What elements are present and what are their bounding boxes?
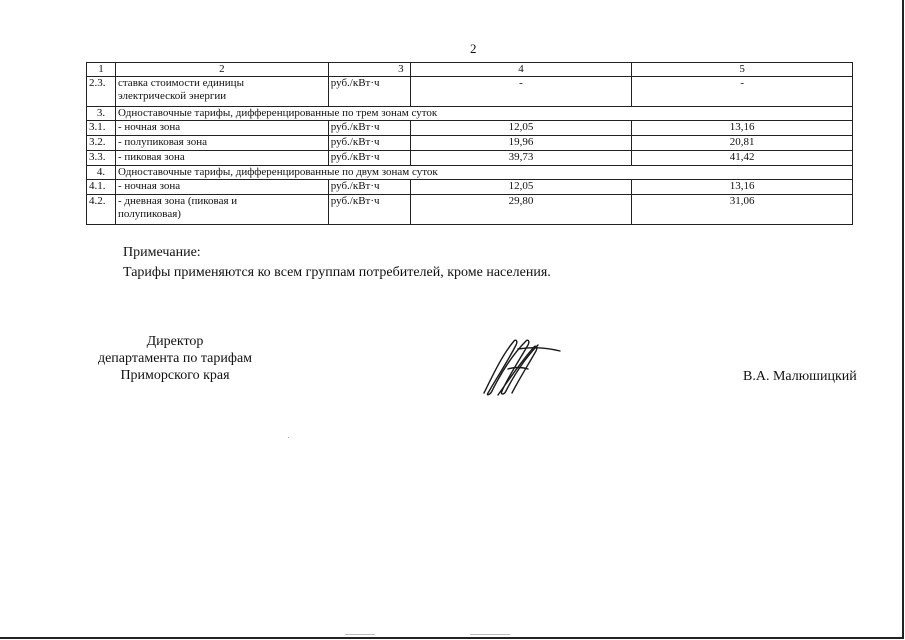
row-value-col5: 13,16 <box>632 180 853 195</box>
column-header: 1 <box>87 63 116 77</box>
column-header: 5 <box>632 63 853 77</box>
row-name-line: - дневная зона (пиковая и <box>117 195 238 207</box>
row-name <box>115 77 328 107</box>
position-line: Директор <box>146 334 204 349</box>
note-text: Тарифы применяются ко всем группам потребителей, кроме населения. <box>123 265 551 280</box>
row-value-col4: 19,96 <box>410 136 632 151</box>
row-number: 3.2. <box>87 136 116 151</box>
row-number: 2.3. <box>87 77 116 107</box>
row-number: 3.1. <box>87 121 116 136</box>
row-unit: руб./кВт·ч <box>328 151 410 166</box>
row-value-col4: 12,05 <box>410 180 632 195</box>
position-line: департамента по тарифам <box>97 351 253 366</box>
table-row <box>87 121 853 136</box>
scan-artifact <box>470 634 510 635</box>
table-row <box>87 180 853 195</box>
row-name-line: электрической энергии <box>117 90 227 102</box>
table-row <box>87 195 853 225</box>
row-value-col4: 39,73 <box>410 151 632 166</box>
scan-artifact <box>345 634 375 635</box>
position-line: Приморского края <box>120 368 230 383</box>
row-name-line: ставка стоимости единицы <box>117 77 244 89</box>
signatory-name: В.А. Малюшицкий <box>743 369 857 384</box>
signatory-position <box>80 333 270 384</box>
row-unit: руб./кВт·ч <box>328 77 410 107</box>
row-unit: руб./кВт·ч <box>328 136 410 151</box>
row-name: - ночная зона <box>115 180 328 195</box>
row-unit: руб./кВт·ч <box>328 121 410 136</box>
table-header-row <box>87 63 853 77</box>
row-number: 4.1. <box>87 180 116 195</box>
row-unit: руб./кВт·ч <box>328 195 410 225</box>
note-title: Примечание: <box>123 245 201 260</box>
table-row <box>87 151 853 166</box>
row-number: 4. <box>87 166 116 180</box>
handwritten-signature <box>478 333 564 399</box>
row-value-col4: 29,80 <box>410 195 632 225</box>
row-name <box>115 195 328 225</box>
page-number: 2 <box>470 41 477 56</box>
row-number: 3.3. <box>87 151 116 166</box>
section-title: Одноставочные тарифы, дифференцированные по трем зонам суток <box>115 107 852 121</box>
table-row <box>87 136 853 151</box>
row-value-col5: 20,81 <box>632 136 853 151</box>
row-value-col4: 12,05 <box>410 121 632 136</box>
row-unit: руб./кВт·ч <box>328 180 410 195</box>
row-value-col5: - <box>632 77 853 107</box>
row-name: - полупиковая зона <box>115 136 328 151</box>
row-value-col5: 13,16 <box>632 121 853 136</box>
column-header: 2 <box>115 63 328 77</box>
tariff-table <box>86 62 853 225</box>
row-value-col4: - <box>410 77 632 107</box>
scan-artifact <box>288 437 289 438</box>
column-header: 4 <box>410 63 632 77</box>
row-value-col5: 41,42 <box>632 151 853 166</box>
row-name-line: полупиковая) <box>117 208 181 220</box>
table-section-row <box>87 107 853 121</box>
table-section-row <box>87 166 853 180</box>
row-name: - пиковая зона <box>115 151 328 166</box>
table-row <box>87 77 853 107</box>
row-name: - ночная зона <box>115 121 328 136</box>
row-number: 4.2. <box>87 195 116 225</box>
column-header: 3 <box>328 63 410 77</box>
section-title: Одноставочные тарифы, дифференцированные по двум зонам суток <box>115 166 852 180</box>
row-number: 3. <box>87 107 116 121</box>
row-value-col5: 31,06 <box>632 195 853 225</box>
